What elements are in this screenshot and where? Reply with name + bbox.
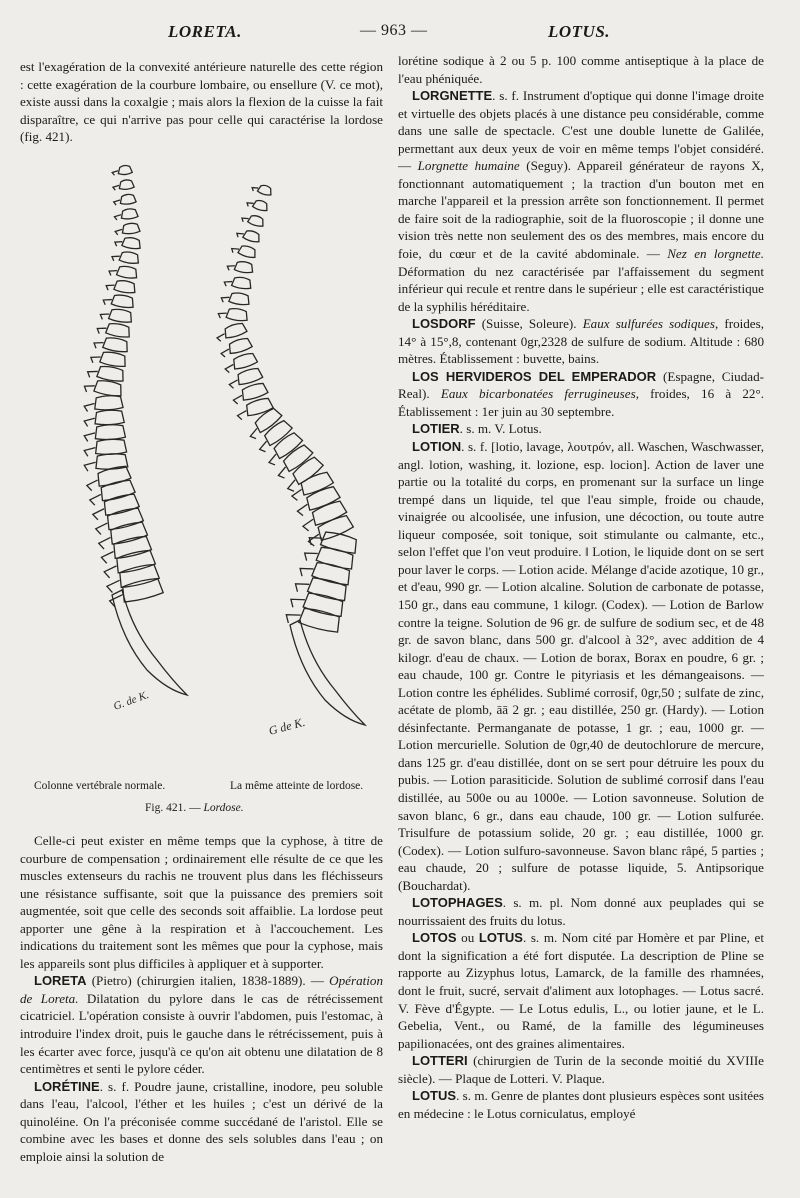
signature-right: G de K. <box>267 714 307 738</box>
caption-lordosis-spine: La même atteinte de lordose. <box>230 780 364 792</box>
lotus-text: . s. m. Genre de plantes dont plusieurs espèces sont usitées en médecine : le Lotus corniculatus, employé <box>398 1088 764 1121</box>
headword-lotophages: LOTOPHAGES <box>412 895 503 911</box>
headword-loretine: LORÉTINE <box>34 1078 100 1094</box>
loreta-text: (Pietro) (chirurgien italien, 1838-1889). — <box>86 973 324 989</box>
loreta-operation: Opération de Loreta. <box>20 973 383 1006</box>
figure-title: Lordose. <box>203 802 244 814</box>
entry-lorgnette <box>398 87 764 315</box>
entry-loreta <box>20 972 383 1077</box>
entry-lotteri <box>398 1052 764 1087</box>
page-header <box>0 0 800 40</box>
lotier-text: . s. m. V. Lotus. <box>459 421 542 437</box>
headword-lotos: LOTOS <box>412 930 457 946</box>
headword-loreta: LORETA <box>34 973 87 989</box>
lorgnette-text-b: Lorgnette humaine <box>417 158 520 174</box>
headword-lotteri: LOTTERI <box>412 1053 468 1069</box>
lordose-paragraph: Celle-ci peut exister en même temps que la cyphose, à titre de courbure de compensation ; ordinairement elle résulte de ce que les muscles extenseurs du rachis ne trouvent plus dans les fléchisseurs une résistance suffisante, soit que la puissance des premiers soit augmentée, soit que celle des seconds soit affaiblie. La lordose peut apporter une gêne à la respiration et à l'accouchement. Les indications du traitement sont les mêmes que pour la cyphose, mais les appareils sont plus difficiles à appliquer et à supporter. <box>20 833 383 971</box>
lordosis-spine-drawing <box>215 182 365 725</box>
spine-illustration <box>20 150 383 780</box>
lorgnette-text-d: Nez en lorgnette. <box>667 246 764 262</box>
lorgnette-text-c: (Seguy). Appareil générateur de rayons X, fonctionnant automatiquement ; la traction d'un bouton met en marche l'appareil et la pression arrête son fonctionnement. Il permet de faire soit de la radiographie, soit de la fluoroscopie ; il donne une vision très nette non seulement des os des membres, mais encore du foie, du cœur et de la cavité abdominale. — <box>398 158 764 262</box>
headword-lorgnette: LORGNETTE <box>412 88 493 104</box>
figure-number: Fig. 421. — <box>145 802 201 814</box>
losherv-text-c: , froides, 16 à 22°. Établissement : 1er juin au 30 septembre. <box>398 386 764 419</box>
left-column-top <box>20 58 383 146</box>
entry-loretine <box>20 1078 383 1166</box>
losdorf-text-c: , froides, 14° à 15°,8, contenant 0gr,2328 de sulfure de sodium. Altitude : 680 mètres. Établissement : buvette, bains. <box>398 316 764 367</box>
losherv-text-a: (Espagne, Ciudad-Real). <box>398 368 764 402</box>
headword-lotus: LOTUS <box>412 1088 457 1104</box>
headword-los-hervideros: LOS HERVIDEROS DEL EMPERADOR <box>412 368 657 384</box>
loretine-continuation: lorétine sodique à 2 ou 5 p. 100 comme antiseptique à la place de l'eau phéniquée. <box>398 53 764 86</box>
entry-lotus <box>398 1087 764 1122</box>
losdorf-text-b: Eaux sulfurées sodiques <box>582 316 715 332</box>
entry-lotion <box>398 438 764 894</box>
lotteri-text: (chirurgien de Turin de la seconde moitié du XVIIIe siècle). — Plaque de Lotteri. V. Plaque. <box>398 1053 764 1086</box>
figure-421 <box>20 150 383 825</box>
header-right-word: LOTUS. <box>548 22 611 41</box>
lotos-ou: ou <box>456 930 479 946</box>
headword-lotier: LOTIER <box>412 421 460 437</box>
losdorf-text-a: (Suisse, Soleure). <box>475 316 577 332</box>
lotos-text: . s. m. Nom cité par Homère et par Pline, et dont la signification a été fort disputée. La description de Pline se rapporte au Zizyphus lotus, Lamarck, de la famille des rhamnées, dont le fruit, sucré, servait d'aliment aux lotophages. — Lotus sacré. V. Fève d'Égypte. — Le Lotus edulis, L., ou lotier jaune, et le L. Gebelia, Vent., ou Ramé, de la famille des légumineuses papilionacées, ont des graines alimentaires. <box>398 930 764 1051</box>
header-left-word: LORETA. <box>168 22 242 41</box>
entry-lotophages <box>398 894 764 929</box>
headword-losdorf: LOSDORF <box>412 316 476 332</box>
signature-left: G. de K. <box>111 689 151 713</box>
loretine-text: . s. f. Poudre jaune, cristalline, inodore, peu soluble dans l'eau, l'alcool, l'éther et les huiles ; c'est un dérivé de la quinoléine. On l'a préconisée comme succédané de l'aristol. Elle se combine avec les bases et donne des sels solubles dans l'eau ; on emploie ainsi la solution de <box>20 1078 383 1164</box>
headword-lotus-alt: LOTUS <box>478 930 523 946</box>
caption-normal-spine: Colonne vertébrale normale. <box>34 780 166 792</box>
lorgnette-text-a: . s. f. Instrument d'optique qui donne l'image droite et virtuelle des objets placés à une distance peu considérable, comme dans une salle de spectacle. C'est une double lunette de Galilée, permettant aux deux yeux de voir en même temps l'objet considéré. — <box>398 88 764 174</box>
lotophages-text: . s. m. pl. Nom donné aux peuplades qui se nourrissaient des fruits du lotus. <box>398 895 764 928</box>
page-number: — 963 — <box>360 22 428 39</box>
normal-spine-drawing <box>84 165 187 695</box>
entry-lotier <box>398 420 764 438</box>
entry-lotos <box>398 929 764 1052</box>
right-column <box>398 52 764 1122</box>
lotion-text: . s. f. [lotio, lavage, λουτρόν, all. Waschen, Waschwasser, angl. lotion, washing, it. lozione, esp. locion]. Action de laver une partie ou la totalité du corps, en promenant sur la surface un linge trempé dans un liquide, tel que l'eau simple, froide ou chaude, vinaigrée ou alcoolisée, une infusion, une décoction, ou toute autre liqueur composée, soit tonique, soit stimulante ou calmante, etc., selon l'effet que l'on veut produire. ‖ Lotion, le liquide dont on se sert pour laver le corps. — Lotion acide. Mélange d'acide azotique, 10 gr., et d'eau, 990 gr. — Lotion alcaline. Solution de carbonate de potasse, 150 gr., dans eau commune, 1 kilogr. (Codex). — Lotion de Barlow contre la teigne. Solution de 96 gr. de sulfure de sodium sec, et de 48 gr. de savon blanc, dans 500 gr. d'alcool à 32°, avec addition de 4 kilogr. d'eau de chaux. — Lotion de borax, Borax en poudre, 6 gr. ; eau chaude, 100 gr. Contre le pityriasis et les démangeaisons. — Lotion contre les éphélides. Sublimé corrosif, 0gr,50 ; sulfate de zinc, acétate de plomb, āā 2 gr. ; eau distillée, 250 gr. (Hardy). — Lotion désinfectante. Permanganate de potasse, 1 gr. ; eau, 1000 gr. — Lotion mercurielle. Solution de 0gr,40 de deutochlorure de mercure, dans 125 gr. d'eau distillée, dont on se sert pour détruire les poux du pubis. — Lotion parasiticide. Solution de sublimé corrosif dans l'eau distillée, au 500e ou au 1000e. — Lotion savonneuse. Solution de savon blanc, 6 gr., dans eau chaude, 100 gr. — Lotion sulfurée. Trisulfure de potassium solide, 20 gr. ; eau distillée, 1000 gr. (Codex). — Lotion sulfuro-savonneuse. Savon blanc râpé, 5 parties ; eau chaude, 20 ; sulfure de potasse liquide, 5. Antipsorique (Bouchardat). <box>398 439 764 893</box>
losherv-text-b: Eaux bicarbonatées ferrugineuses <box>440 386 636 402</box>
headword-lotion: LOTION <box>412 439 462 455</box>
figure-caption <box>145 802 244 814</box>
left-column-bottom <box>20 832 383 1165</box>
entry-losdorf <box>398 315 764 368</box>
loreta-rest: Dilatation du pylore dans le cas de rétrécissement cicatriciel. L'opération consiste à ouvrir l'abdomen, puis l'estomac, à introduire l'index droit, puis le gauche dans le rétrécissement, puis à les écarter avec force, jusqu'à ce qu'on ait obtenu une dilatation de 8 centimètres et senti le pylore céder. <box>20 990 383 1077</box>
lordose-continuation: est l'exagération de la convexité antérieure naturelle des cette région : cette exagération de la courbure lombaire, ou ensellure (V. ce mot), existe aussi dans la coxalgie ; mais alors la flexion de la cuisse la fait disparaître, ce qui n'arrive pas pour celle qui caractérise la lordose (fig. 421). <box>20 59 383 145</box>
lorgnette-text-e: Déformation du nez caractérisée par l'affaissement du segment inférieur qui recule et rentre dans le supérieur ; elle est caractéristique de la syphilis héréditaire. <box>398 263 764 314</box>
entry-los-hervideros <box>398 368 764 421</box>
